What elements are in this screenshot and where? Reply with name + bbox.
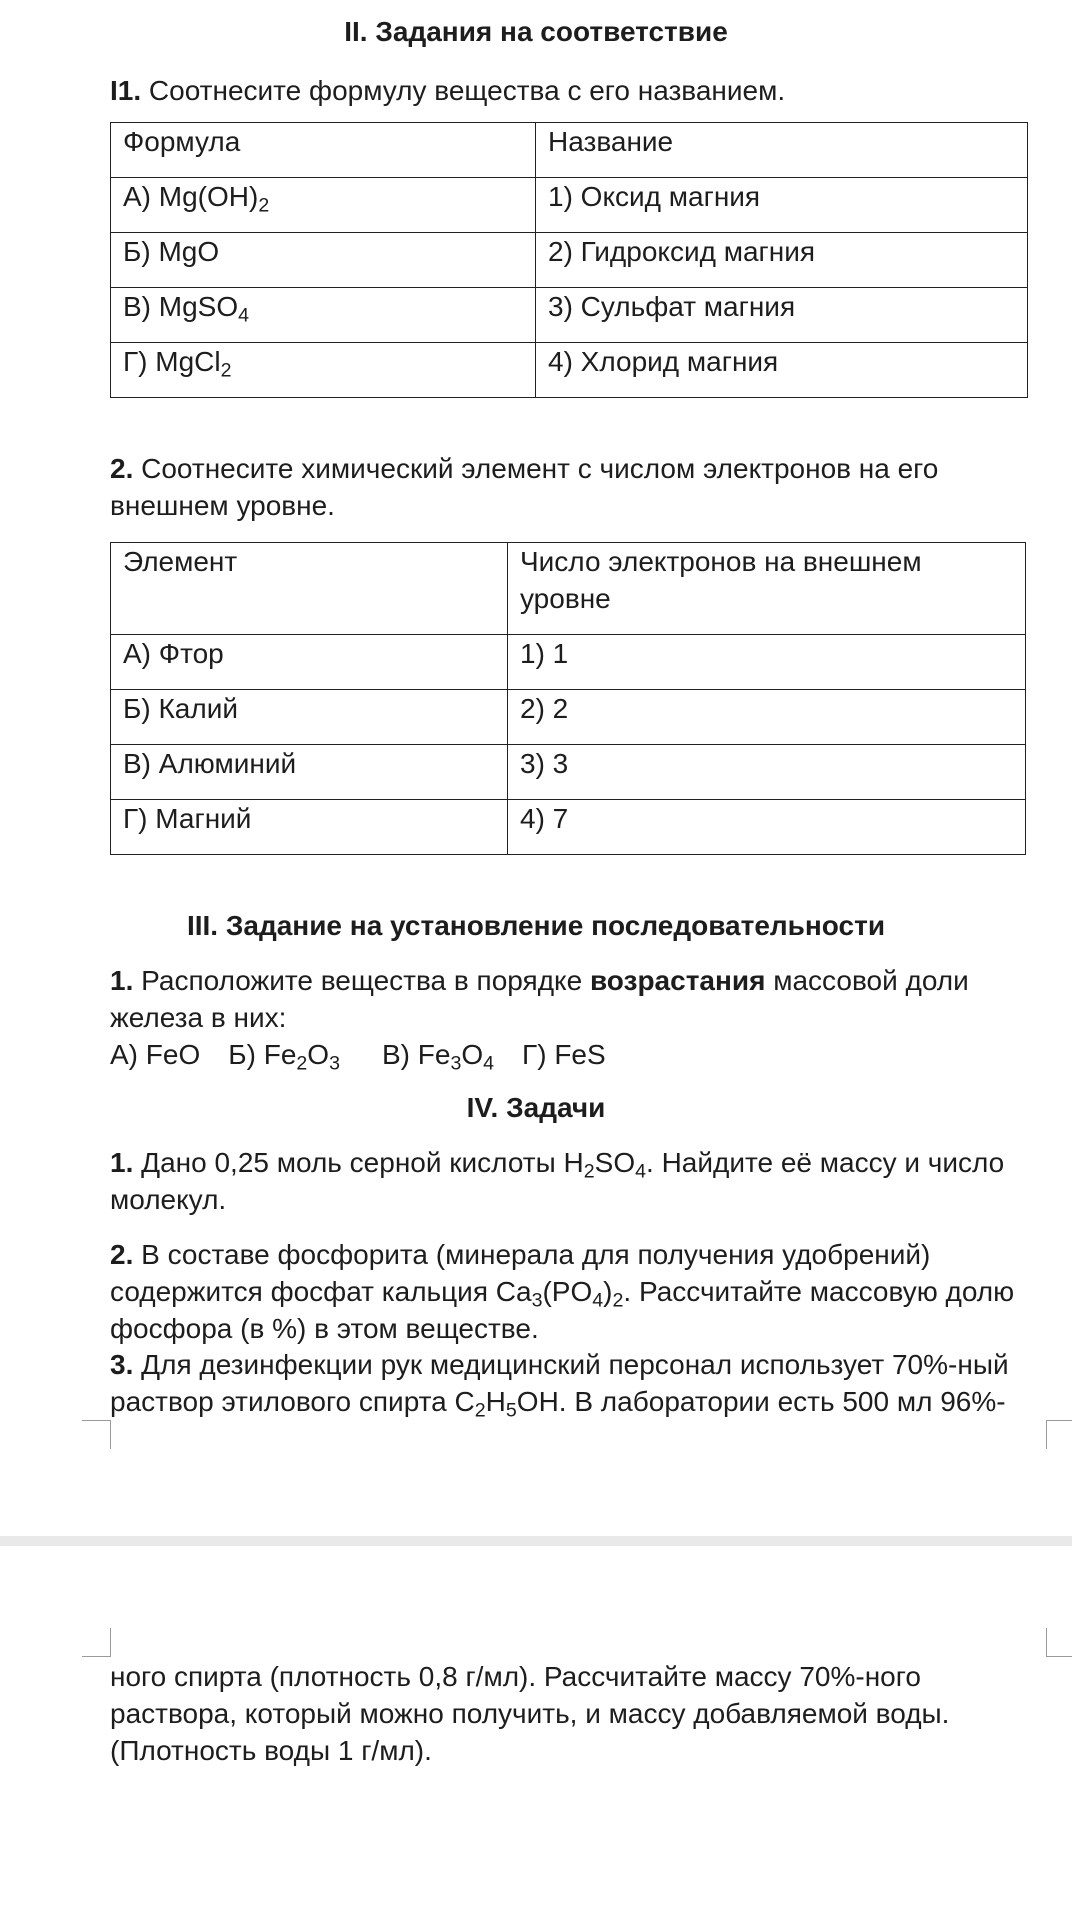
- task-4-1-prompt: 1. Дано 0,25 моль серной кислоты $H_2SO_4$. Найдите её массу и число молекул.: [110, 1147, 1005, 1215]
- formula-cell: В) MgSO$_4$: [111, 288, 536, 343]
- electrons-cell: 3) 3: [508, 745, 1026, 800]
- element-cell: Б) Калий: [111, 690, 508, 745]
- electrons-cell: 4) 7: [508, 800, 1026, 855]
- table-row: [111, 690, 1026, 745]
- task-4-2-prompt: 2. В составе фосфорита (минерала для получения удобрений) содержится фосфат кальция $Ca_3(PO_4)_2$. Рассчитайте массовую долю фосфора (в %) в этом веществе.: [110, 1239, 1015, 1344]
- element-electrons-table: [110, 542, 1026, 855]
- table-row: [111, 800, 1026, 855]
- task-number: 2.: [110, 453, 134, 484]
- task-text: Соотнесите формулу вещества с его названием.: [141, 75, 786, 106]
- section-2-title: II. Задания на соответствие: [344, 16, 728, 47]
- element-cell: Г) Магний: [111, 800, 508, 855]
- table-row: [111, 233, 1028, 288]
- task-2-1-prompt: [110, 72, 1040, 109]
- option-b: Б) $Fe_2O_3$: [228, 1039, 340, 1075]
- document-page-2: [0, 1546, 1072, 1920]
- option-v: В) $Fe_3O_4$: [381, 1039, 495, 1075]
- section-4-title: IV. Задачи: [466, 1092, 606, 1123]
- electrons-cell: 1) 1: [508, 635, 1026, 690]
- section-3-title: III. Задание на установление последовательности: [186, 910, 886, 941]
- task-3-1-prompt: 1. Расположите вещества в порядке возрастания массовой доли железа в них:: [110, 965, 969, 1033]
- element-cell: А) Фтор: [111, 635, 508, 690]
- page-corner-mark: [82, 1420, 111, 1449]
- table-header-row: [111, 543, 1026, 635]
- task-text: Соотнесите химический элемент с числом электронов на его внешнем уровне.: [110, 453, 939, 521]
- task-number: I1.: [110, 75, 142, 106]
- table-row: [111, 745, 1026, 800]
- table-row: [111, 635, 1026, 690]
- task-4-3-prompt: 3. Для дезинфекции рук медицинский персонал использует 70%-ный раствор этилового спирта $C_2H_5OH$. В лаборатории есть 500 мл 96%-: [110, 1349, 1009, 1422]
- page-break: [0, 1536, 1072, 1546]
- table-header-cell: Название: [536, 123, 1028, 178]
- task-4-3-continuation: ного спирта (плотность 0,8 г/мл). Рассчитайте массу 70%-ного раствора, который можно получить, и массу добавляемой воды. (Плотность воды 1 г/мл).: [110, 1661, 950, 1766]
- table-header-cell: Элемент: [111, 543, 508, 635]
- name-cell: 3) Сульфат магния: [536, 288, 1028, 343]
- formula-cell: Г) MgCl$_2$: [111, 343, 536, 398]
- table-header-cell: Число электронов на внешнем уровне: [508, 543, 1026, 635]
- formula-cell: А) $Mg(OH)_2$: [111, 178, 536, 233]
- table-header-cell: Формула: [111, 123, 536, 178]
- option-a: А) FeO: [110, 1039, 201, 1070]
- page-corner-mark: [1046, 1628, 1072, 1657]
- name-cell: 2) Гидроксид магния: [536, 233, 1028, 288]
- electrons-cell: 2) 2: [508, 690, 1026, 745]
- table-row: [111, 178, 1028, 233]
- formula-name-table: [110, 122, 1028, 398]
- task-number: 1.: [110, 965, 134, 996]
- emphasis: возрастания: [589, 965, 766, 996]
- task-2-2-prompt: [110, 450, 1040, 524]
- substance-options: [110, 1036, 1040, 1073]
- page-corner-mark: [82, 1628, 111, 1657]
- name-cell: 1) Оксид магния: [536, 178, 1028, 233]
- name-cell: 4) Хлорид магния: [536, 343, 1028, 398]
- element-cell: В) Алюминий: [111, 745, 508, 800]
- formula-cell: Б) MgO: [111, 233, 536, 288]
- table-row: [111, 343, 1028, 398]
- table-row: [111, 288, 1028, 343]
- option-g: Г) FeS: [522, 1039, 606, 1070]
- page-corner-mark: [1046, 1420, 1072, 1449]
- table-header-row: [111, 123, 1028, 178]
